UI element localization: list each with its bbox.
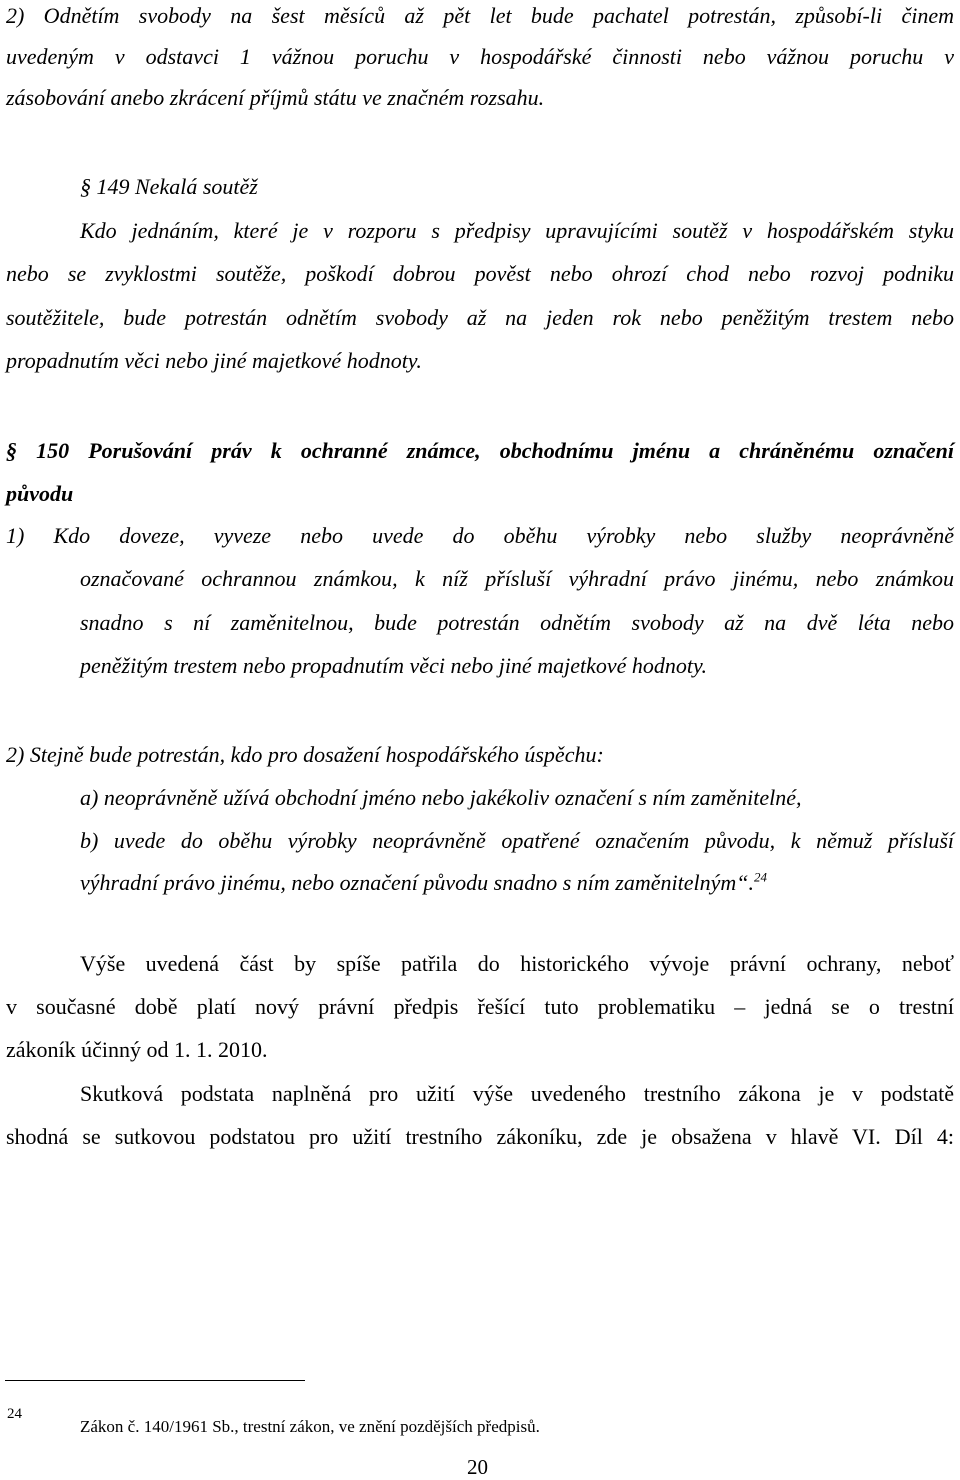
text-line: označované ochrannou známkou, k níž přísluší výhradní právo jinému, nebo známkou (80, 566, 954, 591)
text-line: uvedeným v odstavci 1 vážnou poruchu v hospodářské činnosti nebo vážnou poruchu v (6, 44, 954, 69)
text-line: výhradní právo jinému, nebo označení původu snadno s ním zaměnitelným“. (80, 870, 754, 895)
footnote-mark: 24 (7, 1406, 22, 1422)
list-item: b) uvede do oběhu výrobky neoprávněně opatřené označením původu, k němuž přísluší (80, 828, 954, 853)
footnote-text: Zákon č. 140/1961 Sb., trestní zákon, ve znění pozdějších předpisů. (80, 1417, 540, 1436)
text-line: shodná se sutkovou podstatou pro užití trestního zákoníku, zde je obsažena v hlavě VI. Díl 4: (6, 1124, 954, 1149)
footnote-separator (5, 1380, 305, 1381)
text-line: propadnutím věci nebo jiné majetkové hodnoty. (6, 348, 422, 373)
text-line: Skutková podstata naplněná pro užití výše uvedeného trestního zákona je v podstatě (80, 1081, 954, 1106)
text-line: snadno s ní zaměnitelnou, bude potrestán odnětím svobody až na dvě léta nebo (80, 610, 954, 635)
text-line: peněžitým trestem nebo propadnutím věci nebo jiné majetkové hodnoty. (80, 653, 708, 678)
section-heading-150: § 150 Porušování práv k ochranné známce, obchodnímu jménu a chráněnému označení (6, 438, 954, 463)
text-line: Výše uvedená část by spíše patřila do historického vývoje právní ochrany, neboť (80, 951, 954, 976)
footnote-reference[interactable]: 24 (753, 869, 767, 885)
section-heading-149: § 149 Nekalá soutěž (80, 174, 258, 199)
text-line: v současné době platí nový právní předpis řešící tuto problematiku – jedná se o trestní (6, 994, 954, 1019)
list-item (80, 869, 767, 897)
list-item: a) neoprávněně užívá obchodní jméno nebo jakékoliv označení s ním zaměnitelné, (80, 785, 802, 810)
text-line: 1) Kdo doveze, vyveze nebo uvede do oběhu výrobky nebo služby neoprávněně (6, 523, 954, 548)
text-line: soutěžitele, bude potrestán odnětím svobody až na jeden rok nebo peněžitým trestem nebo (6, 305, 954, 330)
section-heading-150-cont: původu (6, 481, 74, 506)
text-line: nebo se zvyklostmi soutěže, poškodí dobrou pověst nebo ohrozí chod nebo rozvoj podniku (6, 261, 954, 286)
page-number: 20 (467, 1455, 488, 1479)
text-line: Kdo jednáním, které je v rozporu s předpisy upravujícími soutěž v hospodářském styku (80, 218, 954, 243)
text-line: 2) Stejně bude potrestán, kdo pro dosažení hospodářského úspěchu: (6, 742, 604, 767)
text-line: 2) Odnětím svobody na šest měsíců až pět let bude pachatel potrestán, způsobí-li činem (6, 3, 954, 28)
text-line: zákoník účinný od 1. 1. 2010. (6, 1037, 268, 1062)
text-line: zásobování anebo zkrácení příjmů státu ve značném rozsahu. (6, 85, 545, 110)
